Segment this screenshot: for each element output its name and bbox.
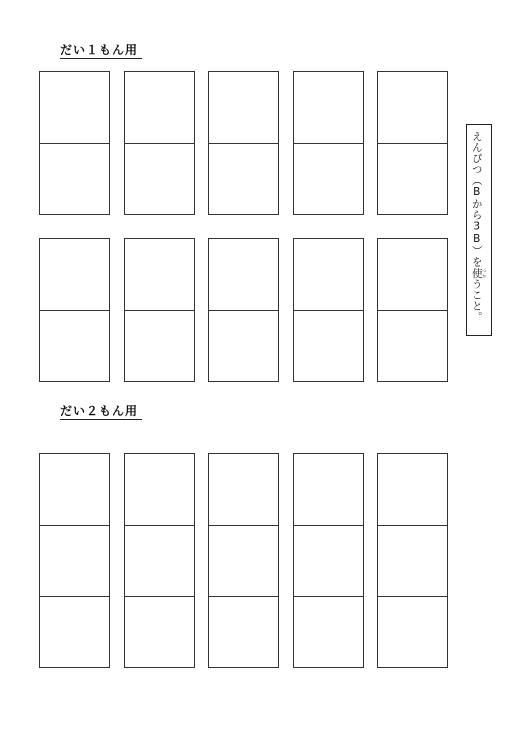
answer-box-row-1 — [39, 71, 448, 215]
answer-box[interactable] — [124, 238, 195, 382]
answer-box[interactable] — [39, 71, 110, 215]
answer-cell[interactable] — [294, 596, 363, 667]
instruction-text-after: うこと。 — [470, 278, 483, 323]
answer-cell[interactable] — [294, 525, 363, 596]
answer-cell[interactable] — [378, 596, 447, 667]
answer-cell[interactable] — [294, 72, 363, 143]
answer-cell[interactable] — [209, 72, 278, 143]
answer-box[interactable] — [293, 453, 364, 668]
answer-cell[interactable] — [125, 143, 194, 214]
answer-box[interactable] — [124, 71, 195, 215]
answer-box[interactable] — [208, 238, 279, 382]
answer-box[interactable] — [39, 238, 110, 382]
instruction-text-before: えんぴつ（Bから3B）を — [470, 131, 483, 268]
answer-cell[interactable] — [40, 454, 109, 525]
answer-box[interactable] — [208, 71, 279, 215]
answer-cell[interactable] — [209, 525, 278, 596]
answer-cell[interactable] — [125, 239, 194, 310]
answer-cell[interactable] — [40, 72, 109, 143]
instruction-kanji-with-ruby — [470, 267, 488, 279]
answer-box[interactable] — [208, 453, 279, 668]
answer-cell[interactable] — [294, 310, 363, 381]
answer-cell[interactable] — [209, 596, 278, 667]
answer-cell[interactable] — [294, 239, 363, 310]
answer-box[interactable] — [293, 238, 364, 382]
answer-cell[interactable] — [40, 310, 109, 381]
answer-cell[interactable] — [378, 239, 447, 310]
answer-cell[interactable] — [378, 525, 447, 596]
answer-cell[interactable] — [209, 143, 278, 214]
answer-cell[interactable] — [40, 239, 109, 310]
answer-cell[interactable] — [40, 596, 109, 667]
answer-cell[interactable] — [125, 310, 194, 381]
pencil-instruction-text — [471, 131, 487, 323]
answer-cell[interactable] — [125, 454, 194, 525]
answer-cell[interactable] — [294, 454, 363, 525]
answer-cell[interactable] — [378, 310, 447, 381]
answer-cell[interactable] — [40, 525, 109, 596]
answer-cell[interactable] — [378, 454, 447, 525]
answer-box-row-3 — [39, 453, 448, 668]
answer-cell[interactable] — [378, 72, 447, 143]
section-2-title: だい２もん用 — [60, 404, 142, 420]
answer-box[interactable] — [124, 453, 195, 668]
answer-cell[interactable] — [125, 525, 194, 596]
answer-box[interactable] — [39, 453, 110, 668]
answer-box[interactable] — [377, 453, 448, 668]
answer-box[interactable] — [377, 238, 448, 382]
answer-box-row-2 — [39, 238, 448, 382]
answer-cell[interactable] — [125, 72, 194, 143]
answer-box[interactable] — [293, 71, 364, 215]
section-1-title: だい１もん用 — [60, 43, 142, 59]
instruction-ruby: つか — [482, 267, 488, 279]
answer-cell[interactable] — [378, 143, 447, 214]
answer-cell[interactable] — [209, 454, 278, 525]
answer-cell[interactable] — [40, 143, 109, 214]
answer-box[interactable] — [377, 71, 448, 215]
pencil-instruction-box — [466, 124, 492, 336]
instruction-kanji: 使 — [470, 267, 483, 279]
answer-cell[interactable] — [294, 143, 363, 214]
answer-cell[interactable] — [209, 310, 278, 381]
answer-cell[interactable] — [125, 596, 194, 667]
answer-cell[interactable] — [209, 239, 278, 310]
